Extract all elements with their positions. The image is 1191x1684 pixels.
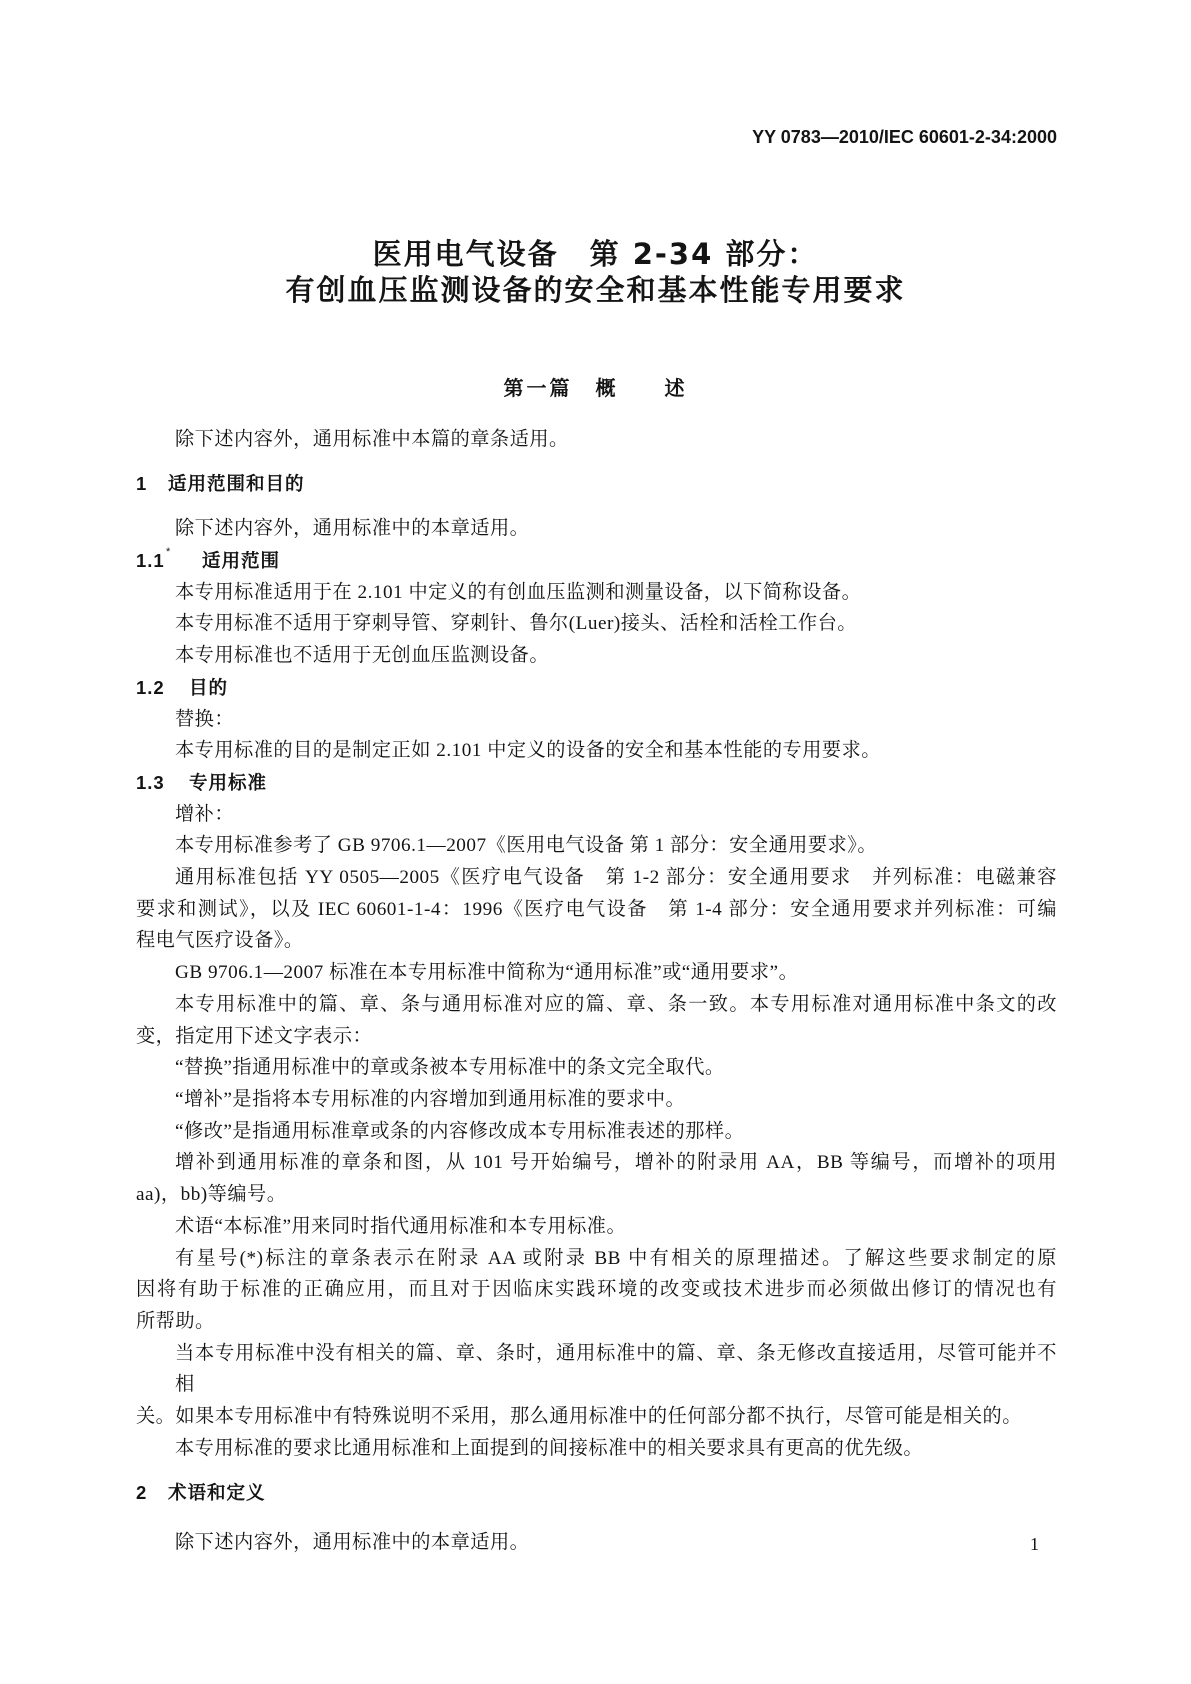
paragraph	[136, 957, 1057, 989]
clause-number: 2	[136, 1482, 148, 1504]
paragraph-line: 有星号(*)标注的章条表示在附录 AA 或附录 BB 中有相关的原理描述。了解这些要求制定的原	[175, 1247, 1057, 1269]
document-body	[136, 424, 1057, 1559]
clause-1-intro-paragraph	[136, 513, 1057, 545]
title-line-2: 有创血压监测设备的安全和基本性能专用要求	[285, 273, 906, 307]
paragraph-line: 增补到通用标准的章条和图，从 101 号开始编号，增补的附录用 AA，BB 等编号，而增补的项用	[175, 1152, 1057, 1174]
paragraph-line: 要求和测试》，以及 IEC 60601-1-4：1996《医疗电气设备 第 1-4 部分：安全通用要求并列标准：可编	[136, 898, 1057, 920]
paragraph	[136, 862, 1057, 957]
paragraph	[136, 1243, 1057, 1338]
paragraph	[136, 608, 1057, 640]
paragraph-line: “增补”是指将本专用标准的内容增加到通用标准的要求中。	[175, 1089, 686, 1110]
paragraph-line: “修改”是指通用标准章或条的内容修改成本专用标准表述的那样。	[175, 1120, 745, 1142]
paragraph	[136, 640, 1057, 672]
subclause-number: 1.2	[136, 676, 165, 698]
paragraph-line: 本专用标准不适用于穿刺导管、穿刺针、鲁尔(Luer)接头、活栓和活栓工作台。	[175, 613, 857, 635]
part-intro-paragraph	[136, 424, 1057, 456]
paragraph-line: 因将有助于标准的正确应用，而且对于因临床实践环境的改变或技术进步而必须做出修订的情况也有	[136, 1279, 1057, 1301]
paragraph-line: 本专用标准中的篇、章、条与通用标准对应的篇、章、条一致。本专用标准对通用标准中条文的改	[175, 993, 1057, 1015]
paragraph-line: 除下述内容外，通用标准中的本章适用。	[175, 1532, 530, 1554]
paragraph-line: 术语“本标准”用来同时指代通用标准和本专用标准。	[175, 1215, 627, 1237]
rationale-asterisk-mark: *	[166, 546, 172, 559]
paragraph-line: 本专用标准的要求比通用标准和上面提到的间接标准中的相关要求具有更高的优先级。	[175, 1437, 924, 1459]
paragraph-line: 除下述内容外，通用标准中本篇的章条适用。	[175, 429, 569, 450]
document-title	[0, 236, 1191, 308]
paragraph-line: 程电气医疗设备》。	[136, 930, 304, 952]
paragraph-line: 当本专用标准中没有相关的篇、章、条时，通用标准中的篇、章、条无修改直接适用，尽管可能并不相	[175, 1342, 1057, 1396]
clause-2-heading	[136, 1477, 1057, 1509]
paragraph	[136, 735, 1057, 767]
paragraph-line: 本专用标准也不适用于无创血压监测设备。	[175, 645, 550, 667]
paragraph	[136, 1433, 1057, 1465]
paragraph	[136, 830, 1057, 862]
paragraph	[136, 1211, 1057, 1243]
paragraph-line: 关。如果本专用标准中有特殊说明不采用，那么通用标准中的任何部分都不执行，尽管可能是相关的。	[136, 1406, 1022, 1428]
paragraph	[136, 799, 1057, 831]
paragraph	[136, 1338, 1057, 1433]
standard-code-header: YY 0783—2010/IEC 60601-2-34:2000	[752, 127, 1057, 147]
subclause-title: 目的	[189, 676, 229, 698]
paragraph	[136, 1147, 1057, 1210]
subclause-1-2-heading	[136, 672, 1057, 704]
subclause-1-3-heading	[136, 767, 1057, 799]
subclause-title: 适用范围	[202, 550, 281, 572]
paragraph	[136, 704, 1057, 736]
clause-2-intro-paragraph	[136, 1527, 1057, 1559]
clause-number: 1	[136, 472, 148, 494]
title-line-1: 医用电气设备 第 2-34 部分：	[372, 237, 819, 271]
paragraph-line: 本专用标准参考了 GB 9706.1—2007《医用电气设备 第 1 部分：安全通用要求》。	[175, 835, 878, 857]
paragraph-line: 增补：	[175, 803, 235, 825]
subclause-number: 1.1	[136, 550, 165, 572]
paragraph-line: 除下述内容外，通用标准中的本章适用。	[175, 518, 530, 540]
paragraph	[136, 1116, 1057, 1148]
clause-title: 适用范围和目的	[168, 472, 305, 494]
paragraph-line: 通用标准包括 YY 0505—2005《医疗电气设备 第 1-2 部分：安全通用要求 并列标准：电磁兼容	[175, 867, 1057, 889]
paragraph	[136, 989, 1057, 1052]
paragraph	[136, 577, 1057, 609]
subclause-1-1-heading	[136, 545, 1057, 577]
paragraph	[136, 1052, 1057, 1084]
paragraph	[136, 1084, 1057, 1116]
paragraph-line: 本专用标准适用于在 2.101 中定义的有创血压监测和测量设备，以下简称设备。	[175, 581, 862, 603]
paragraph-line: 替换：	[175, 708, 235, 730]
paragraph-line: 所帮助。	[136, 1310, 215, 1332]
subclause-number: 1.3	[136, 771, 165, 793]
clause-title: 术语和定义	[168, 1482, 266, 1504]
paragraph-line: “替换”指通用标准中的章或条被本专用标准中的条文完全取代。	[175, 1057, 725, 1079]
part-heading: 第一篇 概 述	[503, 376, 688, 400]
page-number: 1	[1030, 1534, 1039, 1554]
clause-1-heading	[136, 468, 1057, 500]
paragraph-line: 变，指定用下述文字表示：	[136, 1025, 373, 1047]
paragraph-line: 本专用标准的目的是制定正如 2.101 中定义的设备的安全和基本性能的专用要求。	[175, 740, 881, 762]
subclause-title: 专用标准	[189, 771, 268, 793]
paragraph-line: GB 9706.1—2007 标准在本专用标准中简称为“通用标准”或“通用要求”。	[175, 962, 799, 984]
paragraph-line: aa)，bb)等编号。	[136, 1184, 287, 1206]
